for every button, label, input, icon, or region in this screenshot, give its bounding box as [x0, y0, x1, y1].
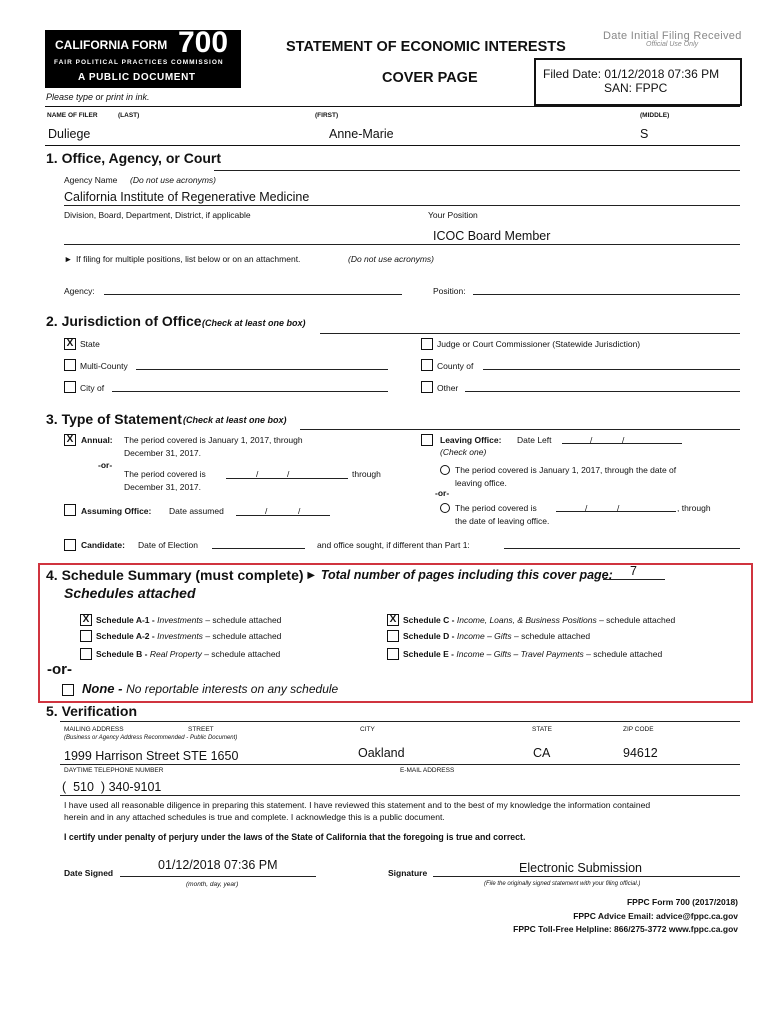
- annual-or: -or-: [98, 460, 113, 470]
- zip-value[interactable]: 94612: [623, 746, 658, 760]
- multi-position-note-acronyms: (Do not use acronyms): [348, 254, 434, 264]
- leave-option-2-radio[interactable]: [440, 503, 450, 513]
- filer-last-label: (LAST): [118, 112, 140, 119]
- leave-option-2a: The period covered is: [455, 503, 537, 513]
- leave-option-2-line[interactable]: [556, 511, 676, 512]
- agency-name-line: [64, 205, 740, 206]
- section5-heading: 5. Verification: [46, 703, 138, 719]
- date-signed-hint: (month, day, year): [186, 881, 239, 888]
- address-line: [60, 764, 740, 765]
- none-checkbox[interactable]: [62, 684, 74, 696]
- annual-slash-1: /: [256, 469, 259, 479]
- filer-top-rule: [45, 106, 740, 107]
- city-line[interactable]: [112, 391, 388, 392]
- section3-note: (Check at least one box): [183, 415, 287, 425]
- schedule-a1-checkbox[interactable]: X: [80, 614, 92, 626]
- section3-heading: 3. Type of Statement: [46, 411, 182, 427]
- leaving-label: Leaving Office:: [440, 435, 502, 445]
- street-label: STREET: [188, 726, 214, 733]
- schedule-c-code: Schedule C -: [403, 615, 455, 625]
- agency-name-value[interactable]: California Institute of Regenerative Medicine: [64, 190, 310, 204]
- leave-option-1a: The period covered is January 1, 2017, through the date of: [455, 465, 677, 475]
- date-signed-label: Date Signed: [64, 868, 114, 878]
- footer-helpline: FPPC Toll-Free Helpline: 866/275-3772 www.fppc.ca.gov: [513, 924, 738, 934]
- phone-number: 340-9101: [108, 780, 162, 794]
- phone-value[interactable]: ( 510 ) 340-9101: [62, 780, 162, 794]
- email-label: E-MAIL ADDRESS: [400, 767, 455, 774]
- schedule-b-code: Schedule B -: [96, 649, 148, 659]
- section2-rule: [320, 333, 740, 334]
- filer-name-label: NAME OF FILER: [47, 112, 98, 119]
- footer-form-version: FPPC Form 700 (2017/2018): [626, 897, 738, 907]
- section5-rule: [60, 721, 740, 722]
- phone-area: 510: [73, 780, 94, 794]
- leaving-checkbox[interactable]: [421, 434, 433, 446]
- annual-slash-2: /: [287, 469, 290, 479]
- diligence-line-2: herein and in any attached schedules is true and complete. I acknowledge this is a public document.: [64, 812, 445, 822]
- filed-date: Filed Date: 01/12/2018 07:36 PM: [543, 67, 720, 81]
- schedule-e-tail: – schedule attached: [586, 649, 663, 659]
- schedule-b-label: [96, 649, 280, 659]
- other-line[interactable]: [465, 391, 740, 392]
- schedule-a2-tail: – schedule attached: [205, 631, 282, 641]
- public-document-label: A PUBLIC DOCUMENT: [78, 72, 196, 83]
- multi-position-arrow: ►: [64, 254, 73, 264]
- signature-line: [433, 876, 740, 877]
- phone-line: [60, 795, 740, 796]
- leave-or: -or-: [435, 488, 450, 498]
- filer-middle-value[interactable]: S: [640, 127, 649, 141]
- section1-rule: [214, 170, 740, 171]
- schedule-e-checkbox[interactable]: [387, 648, 399, 660]
- schedule-or: -or-: [47, 661, 72, 678]
- form-title: STATEMENT OF ECONOMIC INTERESTS: [286, 39, 566, 55]
- total-pages-text: Total number of pages including this cover page:: [320, 568, 613, 582]
- filer-bottom-rule: [45, 145, 740, 146]
- filer-first-value[interactable]: Anne-Marie: [329, 127, 394, 141]
- schedule-d-desc: Income – Gifts: [456, 631, 512, 641]
- position2-label: Position:: [433, 286, 466, 296]
- schedule-b-checkbox[interactable]: [80, 648, 92, 660]
- assumed-slash-2: /: [298, 506, 301, 516]
- san-label: SAN: FPPC: [604, 81, 668, 95]
- form-subtitle: COVER PAGE: [382, 70, 478, 86]
- schedule-d-checkbox[interactable]: [387, 630, 399, 642]
- assumed-slash-1: /: [265, 506, 268, 516]
- form-number: 700: [178, 26, 229, 59]
- arrow-right-icon: ►: [305, 568, 321, 582]
- schedule-b-desc: Real Property: [149, 649, 202, 659]
- date-assumed-line[interactable]: [236, 515, 330, 516]
- left-slash-2: /: [622, 435, 625, 445]
- other-checkbox[interactable]: [421, 381, 433, 393]
- filer-last-value[interactable]: Duliege: [48, 127, 91, 141]
- leave-option-2b: , through: [677, 503, 711, 513]
- schedule-a1-code: Schedule A-1 -: [96, 615, 155, 625]
- division-label: Division, Board, Department, District, if applicable: [64, 210, 251, 220]
- city-label-5: CITY: [360, 726, 375, 733]
- schedule-a1-label: [96, 615, 281, 625]
- schedule-e-desc: Income – Gifts – Travel Payments: [456, 649, 584, 659]
- footer-advice-email: FPPC Advice Email: advice@fppc.ca.gov: [573, 911, 738, 921]
- office-sought-line[interactable]: [504, 548, 740, 549]
- multi-county-checkbox[interactable]: [64, 359, 76, 371]
- agency2-line[interactable]: [104, 294, 402, 295]
- signature-label: Signature: [388, 868, 428, 878]
- city-value[interactable]: Oakland: [358, 746, 405, 760]
- state-checkbox[interactable]: X: [64, 338, 76, 350]
- agency2-label: Agency:: [64, 286, 95, 296]
- judge-checkbox[interactable]: [421, 338, 433, 350]
- form-label: CALIFORNIA FORM: [55, 38, 168, 52]
- annual-text-3: The period covered is: [124, 469, 206, 479]
- annual-checkbox[interactable]: X: [64, 434, 76, 446]
- total-pages-label: [305, 568, 613, 582]
- schedule-d-label: [403, 631, 590, 641]
- schedule-a1-desc: Investments: [157, 615, 203, 625]
- schedule-c-tail: – schedule attached: [599, 615, 676, 625]
- date-assumed-label: Date assumed: [169, 506, 224, 516]
- schedule-a2-label: [96, 631, 281, 641]
- section2-heading: 2. Jurisdiction of Office: [46, 313, 202, 329]
- assuming-checkbox[interactable]: [64, 504, 76, 516]
- section2-note: (Check at least one box): [202, 318, 306, 328]
- county-line[interactable]: [483, 369, 740, 370]
- leave2-slash-2: /: [617, 503, 620, 513]
- official-use-label: Official Use Only: [646, 41, 699, 48]
- total-pages-value[interactable]: 7: [630, 564, 637, 578]
- leave-option-1-radio[interactable]: [440, 465, 450, 475]
- none-desc: No reportable interests on any schedule: [126, 682, 339, 696]
- annual-label: Annual:: [81, 435, 113, 445]
- date-left-label: Date Left: [517, 435, 552, 445]
- other-label: Other: [437, 383, 459, 393]
- check-one-note: (Check one): [440, 447, 487, 457]
- schedule-e-label: [403, 649, 662, 659]
- diligence-line-1: I have used all reasonable diligence in preparing this statement. I have reviewed this statement and to the best of my knowledge the information contained: [64, 800, 651, 810]
- schedule-a2-desc: Investments: [157, 631, 203, 641]
- state-value[interactable]: CA: [533, 746, 551, 760]
- agency-name-label: Agency Name: [64, 175, 118, 185]
- multi-position-note: If filing for multiple positions, list below or on an attachment.: [76, 254, 301, 264]
- date-signed-value[interactable]: 01/12/2018 07:36 PM: [158, 858, 278, 872]
- schedule-a1-tail: – schedule attached: [205, 615, 282, 625]
- leave-option-2c: the date of leaving office.: [455, 516, 550, 526]
- city-checkbox[interactable]: [64, 381, 76, 393]
- signature-value[interactable]: Electronic Submission: [519, 861, 642, 875]
- leave2-slash-1: /: [585, 503, 588, 513]
- annual-text-2: December 31, 2017.: [124, 448, 202, 458]
- certify-statement: I certify under penalty of perjury under the laws of the State of California that the foregoing is true and correct.: [64, 832, 526, 842]
- state-label: State: [80, 339, 100, 349]
- address-note: (Business or Agency Address Recommended - Public Document): [64, 735, 238, 741]
- your-position-value[interactable]: ICOC Board Member: [433, 229, 551, 243]
- annual-text-4: December 31, 2017.: [124, 482, 202, 492]
- schedule-c-checkbox[interactable]: X: [387, 614, 399, 626]
- judge-label: Judge or Court Commissioner (Statewide Jurisdiction): [437, 339, 641, 349]
- multi-county-label: Multi-County: [80, 361, 128, 371]
- section3-rule: [300, 429, 740, 430]
- phone-label: DAYTIME TELEPHONE NUMBER: [64, 767, 164, 774]
- filer-first-label: (FIRST): [315, 112, 339, 119]
- zip-label: ZIP CODE: [623, 726, 654, 733]
- section1-heading: 1. Office, Agency, or Court: [46, 150, 222, 166]
- position2-line[interactable]: [473, 294, 740, 295]
- annual-text-1: The period covered is January 1, 2017, through: [124, 435, 303, 445]
- section4-heading: 4. Schedule Summary (must complete): [46, 567, 304, 583]
- division-line: [64, 244, 740, 245]
- schedule-a2-code: Schedule A-2 -: [96, 631, 155, 641]
- leave-option-1b: leaving office.: [455, 478, 507, 488]
- office-sought-label: and office sought, if different than Part 1:: [317, 540, 470, 550]
- mailing-address-label: MAILING ADDRESS: [64, 726, 124, 733]
- your-position-label: Your Position: [428, 210, 478, 220]
- county-checkbox[interactable]: [421, 359, 433, 371]
- candidate-label: Candidate:: [81, 540, 125, 550]
- candidate-checkbox[interactable]: [64, 539, 76, 551]
- state-label-5: STATE: [532, 726, 552, 733]
- filer-middle-label: (MIDDLE): [640, 112, 670, 119]
- total-pages-line: [603, 579, 665, 580]
- agency-name-note: (Do not use acronyms): [130, 175, 216, 185]
- schedule-e-code: Schedule E -: [403, 649, 455, 659]
- signature-hint: (File the originally signed statement with your filing official.): [484, 881, 641, 887]
- schedule-c-desc: Income, Loans, & Business Positions: [456, 615, 597, 625]
- date-election-line[interactable]: [212, 548, 305, 549]
- commission-name: FAIR POLITICAL PRACTICES COMMISSION: [54, 59, 224, 66]
- date-signed-line: [120, 876, 316, 877]
- print-instruction: Please type or print in ink.: [46, 92, 150, 102]
- schedule-b-tail: – schedule attached: [204, 649, 281, 659]
- street-value[interactable]: 1999 Harrison Street STE 1650: [64, 749, 239, 763]
- left-slash-1: /: [590, 435, 593, 445]
- none-label: [82, 681, 338, 696]
- date-election-label: Date of Election: [138, 540, 199, 550]
- schedule-a2-checkbox[interactable]: [80, 630, 92, 642]
- city-label: City of: [80, 383, 105, 393]
- schedule-d-code: Schedule D -: [403, 631, 455, 641]
- date-received-label: Date Initial Filing Received: [603, 30, 742, 42]
- schedule-c-label: [403, 615, 675, 625]
- schedules-attached-label: Schedules attached: [64, 585, 196, 601]
- schedule-d-tail: – schedule attached: [514, 631, 591, 641]
- county-label: County of: [437, 361, 474, 371]
- none-code: None -: [82, 681, 123, 696]
- assuming-label: Assuming Office:: [81, 506, 152, 516]
- annual-through: through: [352, 469, 381, 479]
- multi-county-line[interactable]: [136, 369, 388, 370]
